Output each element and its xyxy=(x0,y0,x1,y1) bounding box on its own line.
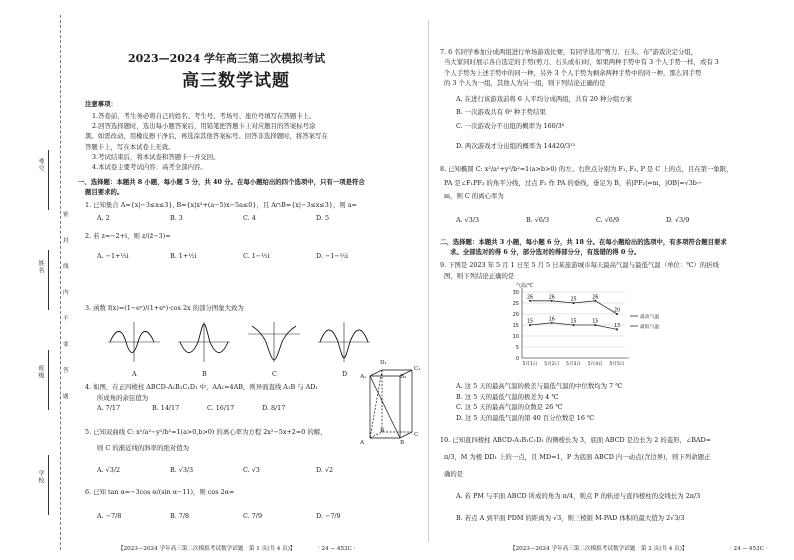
q4-stem: 4. 如图，在正四棱柱 ABCD-A₁B₁C₁D₁ 中，AA₁=4AB，则异面直线 A₁B 与 AD₁ xyxy=(85,383,318,391)
data-label: 25 xyxy=(570,297,577,303)
option-q5-3: D. √2 xyxy=(316,466,334,474)
q9-option-1: B. 这 5 天的最低气温的极差为 4 ℃ xyxy=(456,392,559,401)
vertex-label: D xyxy=(380,428,385,434)
q5-stem: 5. 已知双曲线 C: x²/a²−y²/b²=1(a>0,b>0) 的离心率为方程 2x²−5x+2=0 的解， xyxy=(85,428,327,436)
x-tick-label: 5月1日 xyxy=(522,362,538,367)
option-q5-0: A. √3/2 xyxy=(97,466,121,474)
option-q4-2: C. 16/17 xyxy=(207,404,235,412)
seal-char: 密 xyxy=(63,212,69,218)
seal-char: 封 xyxy=(63,238,69,244)
q3-label-C: C xyxy=(272,370,277,378)
data-label: 15 xyxy=(526,319,534,325)
q9-option-3: D. 这 5 天的最低气温的第 40 百分位数是 16 ℃ xyxy=(456,413,595,422)
y-tick-label: 25 xyxy=(512,301,519,307)
x-tick-label: 5月2日 xyxy=(544,362,560,367)
vertex-label: A₁ xyxy=(360,374,367,380)
y-tick-label: 15 xyxy=(512,323,519,329)
graph-c xyxy=(248,322,300,362)
q7-option-3: D. 两次游戏才分出组的概率为 14420/3¹² xyxy=(456,142,576,150)
notice-line: 4.本试卷主要考试内容：高考全部内容。 xyxy=(92,163,207,171)
q8-option-2: C. √6/9 xyxy=(596,216,620,224)
page-divider xyxy=(428,20,429,542)
q7-option-0: A. 在进行该游戏前将 6 人平均分成两组，共有 20 种分组方案 xyxy=(456,95,632,103)
seal-char: 答 xyxy=(63,368,69,374)
legend-label: 最高气温 xyxy=(640,315,660,320)
section1-line: 一、选择题：本题共 8 小题，每小题 5 分，共 40 分。在每小题给出的四个选项中，只有一项是符合 xyxy=(78,178,365,186)
option-q2-0: A. −1+½i xyxy=(97,252,129,260)
q4-stem: 所成角的余弦值为 xyxy=(97,394,149,402)
footer-left-text: 【2023—2024 学年高三第二次模拟考试数学试题 第 1 页(共 4 页)】 xyxy=(118,546,296,552)
name-line xyxy=(48,250,49,310)
y-tick-label: 0 xyxy=(515,356,519,362)
q8-stem: 8. 已知椭圆 C: x²/a²+y²/b²=1(a>b>0) 的左、右焦点分别为 F₁, F₂, P 是 C 上的点，且在第一象限， xyxy=(440,165,733,173)
q7-option-1: B. 一次游戏共有 6⁶ 种手势结果 xyxy=(456,108,546,116)
option-q1-3: D. 5 xyxy=(316,214,330,222)
name-label: 姓名 xyxy=(37,260,44,274)
q8-option-1: B. √6/3 xyxy=(526,216,550,224)
x-tick-label: 5月4日 xyxy=(587,362,603,367)
data-label: 26 xyxy=(548,295,555,301)
option-q2-3: D. −1−½i xyxy=(316,252,348,260)
q8-stem: m，则 C 的离心率为 xyxy=(444,192,504,200)
q8-stem: PA 是∠F₁PF₂ 的角平分线，过点 F₂ 作 PA 的垂线，垂足为 B，若|PF₂|=m，|OB|=√3b− xyxy=(444,178,703,187)
y-tick-label: 5 xyxy=(515,345,519,351)
seal-char: 内 xyxy=(63,290,69,296)
option-q1-1: B. 3 xyxy=(170,214,183,222)
data-label: 26 xyxy=(526,295,534,301)
notice-line: 答题卡上，写在本试卷上无效。 xyxy=(85,142,175,151)
option-q4-1: B. 14/17 xyxy=(152,404,180,412)
vertex-label: D₁ xyxy=(380,360,387,366)
exam-no-label: 考号 xyxy=(37,158,44,172)
page-title: 高三数学试题 xyxy=(182,71,290,91)
school-line xyxy=(48,455,49,515)
q10-stem: π/3，M 为棱 DD₁ 上的一点，且 MD=1，P 为底面 ABCD 内一动点(含边界)，则下列命题正 xyxy=(444,453,711,461)
vertex-label: B₁ xyxy=(400,374,407,380)
notice-line: 黑。如需改动，用橡皮擦干净后，再选涂其他答案标号。回答非选择题时，将答案写在 xyxy=(85,132,328,141)
y-tick-label: 10 xyxy=(512,334,519,340)
graph-b xyxy=(178,322,230,362)
section2-line: 二、选择题：本题共 3 小题，每小题 6 分，共 18 分。在每小题给出的选项中，有多项符合题目要求 xyxy=(440,238,727,246)
notice-title: 注意事项： xyxy=(85,100,117,108)
seal-char: 不 xyxy=(63,316,69,322)
data-label: 20 xyxy=(613,308,621,314)
option-q2-1: B. 1+½i xyxy=(170,252,197,260)
data-label: 15 xyxy=(592,319,599,325)
q10-stem: 确的是 xyxy=(444,470,464,478)
data-label: 15 xyxy=(570,319,577,325)
q8-option-0: A. √3/3 xyxy=(456,216,480,224)
legend-label: 最低气温 xyxy=(640,325,660,330)
section2-line: 求。全部选对的得 6 分，部分选对的得部分分，有选错的得 0 分。 xyxy=(450,248,641,256)
data-label: 26 xyxy=(592,295,599,301)
q3-label-D: D xyxy=(342,370,348,378)
y-tick-label: 20 xyxy=(512,312,519,318)
option-q4-0: A. 7/17 xyxy=(97,404,121,412)
option-q5-2: C. √3 xyxy=(243,466,260,474)
graph-d xyxy=(318,322,370,362)
q1-stem: 1. 已知集合 A={x|−3≤x≤3}, B={x|x²+(a−5)x−5a≤0}，且 A∩B={x|−3≤x≤3}，则 a= xyxy=(85,201,357,209)
q9-stem: 9. 下图是 2023 年 5 月 1 日至 5 月 5 日某旅游城市每天最高气温与最低气温（单位：℃）的折线 xyxy=(440,261,720,269)
q7-stem: 当大家同时展示各自选定的手势(剪刀、石头或布)时，如果两种手势中有 3 个人手势一样，或有 3 xyxy=(444,58,719,67)
q9-stem: 图，则下列结论正确的是 xyxy=(444,271,515,280)
class-line xyxy=(48,350,49,410)
seal-char: 线 xyxy=(63,264,69,270)
q5-stem: 则 C 的渐近线的斜率的绝对值为 xyxy=(97,444,190,452)
school-label: 学校 xyxy=(37,470,44,484)
option-q6-3: D. −7/9 xyxy=(316,512,341,520)
data-label: 13 xyxy=(613,323,621,329)
notice-line: 2.回答选择题时，选出每小题答案后，用铅笔把答题卡上对应题目的答案标号涂 xyxy=(92,122,316,131)
footer-left-code: · 24 − 453C · xyxy=(318,546,356,552)
q10-option-1: B. 若点 A 到平面 PDM 的距离为 √3，则三棱锥 M-PAD 体积的最大值为 2√3/3 xyxy=(456,514,685,522)
prism-figure xyxy=(364,368,418,444)
q7-stem: 的 3 个人为一组，其他人为另一组，则下列结论正确的是 xyxy=(444,78,606,87)
x-tick-label: 5月3日 xyxy=(565,362,582,367)
q3-label-B: B xyxy=(202,370,207,378)
data-label: 16 xyxy=(548,317,555,323)
seal-dashed-line xyxy=(60,15,61,550)
vertex-label: C xyxy=(414,432,419,438)
temperature-line-chart xyxy=(500,282,670,370)
option-q1-0: A. 2 xyxy=(97,214,110,222)
option-q6-1: B. 7/8 xyxy=(170,512,190,520)
notice-line: 3.考试结束后，将本试卷和答题卡一并交回。 xyxy=(92,152,220,161)
q9-option-0: A. 这 5 天的最高气温的极差与最低气温的中位数均为 7 ℃ xyxy=(456,382,623,390)
notice-line: 1.答卷前，考生务必将自己的姓名、考生号、考场号、座位号填写在答题卡上。 xyxy=(92,112,316,120)
x-tick-label: 5月5日 xyxy=(609,362,625,367)
vertex-label: B xyxy=(400,440,405,446)
option-q2-2: C. 1−½i xyxy=(243,252,270,260)
footer-right-text: 【2023—2024 学年高三第二次模拟考试数学试题 第 2 页(共 4 页)】 xyxy=(510,546,688,552)
q7-stem: 个人手势为上述手势中的同一种，另外 3 个人手势为剩余两种手势中的同一种，那么同手势 xyxy=(444,68,702,77)
option-q4-3: D. 8/17 xyxy=(262,404,286,412)
exam-no-line xyxy=(48,150,49,210)
option-q5-1: B. √3/3 xyxy=(170,466,194,474)
q7-stem: 7. 6 名同学参加分成两组进行单场游戏比赛，有同学选用“剪刀、石头、布”游戏决定分组， xyxy=(440,48,698,56)
class-label: 班级 xyxy=(37,365,44,379)
q7-option-2: C. 一次游戏分不出组的概率为 160/3⁶ xyxy=(456,122,565,130)
vertex-label: A xyxy=(360,440,365,446)
graph-a xyxy=(108,322,160,362)
y-tick-label: 30 xyxy=(512,290,519,296)
q6-stem: 6. 已知 tan α=−3cos α/(sin α−11)，则 cos 2α= xyxy=(85,488,235,496)
q9-option-2: C. 这 5 天的最高气温的众数是 26 ℃ xyxy=(456,403,563,411)
option-q6-0: A. −7/8 xyxy=(97,512,122,520)
q3-label-A: A xyxy=(132,370,137,378)
seal-char: 题 xyxy=(63,394,69,400)
q8-option-3: D. √3/9 xyxy=(666,216,690,224)
option-q6-2: C. 7/9 xyxy=(243,512,263,520)
section1-line: 题目要求的。 xyxy=(85,188,124,196)
q2-stem: 2. 若 z=−2+i，则 z/(z̄−3)= xyxy=(85,232,171,240)
option-q1-2: C. 4 xyxy=(243,214,256,222)
exam-year-title: 2023—2024 学年高三第二次模拟考试 xyxy=(128,52,326,65)
footer-right-code: · 24 − 453C · xyxy=(730,546,768,552)
q3-stem: 3. 函数 f(x)=(1−eˣ)/(1+eˣ)·cos 2x 的部分图象大致为 xyxy=(85,304,244,312)
vertex-label: C₁ xyxy=(414,366,421,372)
y-axis-label: 气温/℃ xyxy=(516,283,534,289)
q10-stem: 10. 已知直四棱柱 ABCD-A₁B₁C₁D₁ 的侧棱长为 3，底面 ABCD 是边长为 2 的菱形，∠BAD= xyxy=(440,436,712,444)
q3-function-graphs xyxy=(104,320,384,368)
q10-option-0: A. 若 PM 与平面 ABCD 所成的角为 π/4，则点 P 的轨迹与直四棱柱的交线长为 2π/3 xyxy=(456,492,701,500)
seal-char: 要 xyxy=(63,342,69,348)
